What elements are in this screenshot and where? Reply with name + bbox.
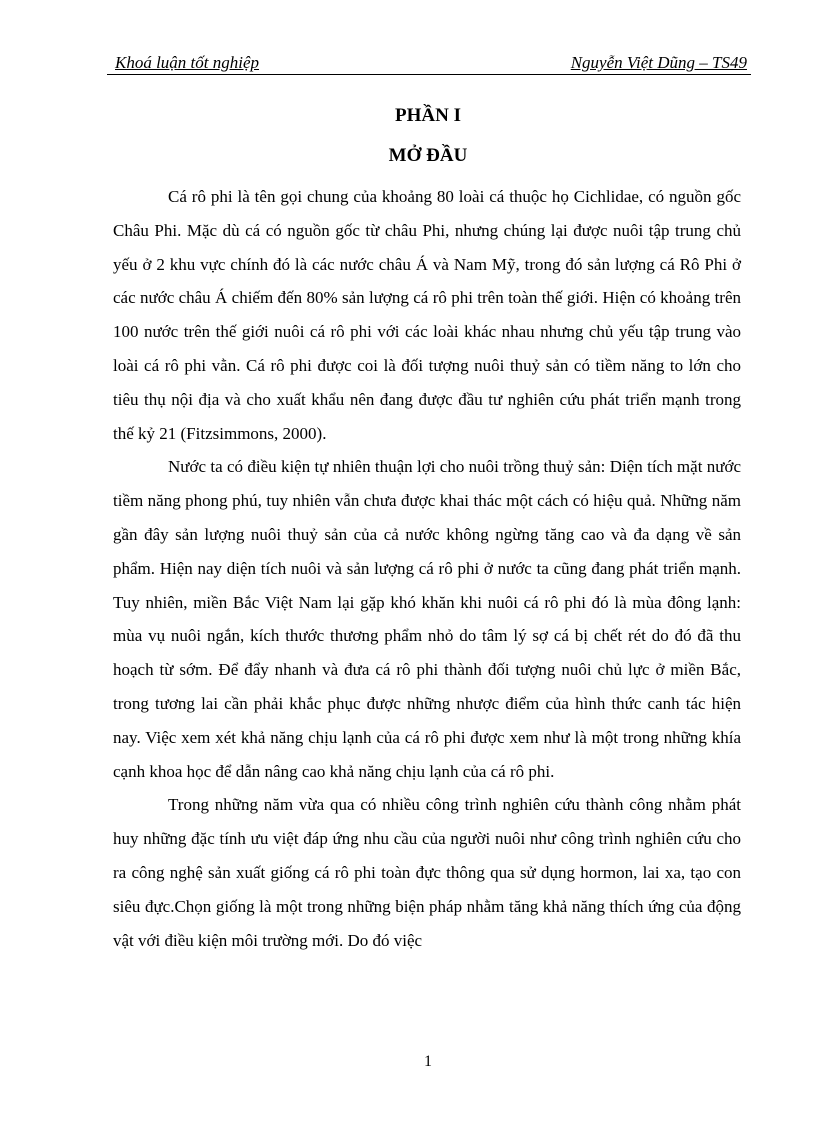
page-number: 1 <box>424 1053 432 1070</box>
section-title: MỞ ĐẦU <box>388 145 468 166</box>
part-title: PHẦN I <box>395 105 461 126</box>
paragraph-2: Nước ta có điều kiện tự nhiên thuận lợi cho nuôi trồng thuỷ sản: Diện tích mặt nước tiềm năng phong phú, tuy nhiên vẫn chưa được khai thác một cách có hiệu quả. Những năm gần đây sản lượng nuôi thuỷ sản của cả nước không ngừng tăng cao và đa dạng về sản phẩm. Hiện nay diện tích nuôi và sản lượng cá rô phi ở nước ta cũng đang phát triển mạnh. Tuy nhiên, miền Bắc Việt Nam lại gặp khó khăn khi nuôi cá rô phi đó là mùa đông lạnh: mùa vụ nuôi ngắn, kích thước thương phẩm nhỏ do tâm lý sợ cá bị chết rét do đó đã thu hoạch từ sớm. Để đẩy nhanh và đưa cá rô phi thành đối tượng nuôi chủ lực ở miền Bắc, trong tương lai cần phải khắc phục được những nhược điểm của hình thức canh tác hiện nay. Việc xem xét khả năng chịu lạnh của cá rô phi được xem như là một trong những khía cạnh khoa học để dẫn nâng cao khả năng chịu lạnh của cá rô phi. <box>113 457 741 781</box>
page-header <box>107 52 751 75</box>
header-thesis-label: Khoá luận tốt nghiệp <box>115 53 260 72</box>
header-author: Nguyễn Việt Dũng – TS49 <box>570 53 747 72</box>
body-text <box>113 180 741 957</box>
paragraph-3: Trong những năm vừa qua có nhiều công trình nghiên cứu thành công nhằm phát huy những đặc tính ưu việt đáp ứng nhu cầu của người nuôi như công trình nghiên cứu cho ra công nghệ sản xuất giống cá rô phi toàn đực thông qua sử dụng hormon, lai xa, tạo con siêu đực.Chọn giống là một trong những biện pháp nhằm tăng khả năng thích ứng của động vật với điều kiện môi trường mới. Do đó việc <box>113 795 741 950</box>
paragraph-1: Cá rô phi là tên gọi chung của khoảng 80 loài cá thuộc họ Cichlidae, có nguồn gốc Châu Phi. Mặc dù cá có nguồn gốc từ châu Phi, nhưng chúng lại được nuôi tập trung chủ yếu ở 2 khu vực chính đó là các nước châu Á và Nam Mỹ, trong đó sản lượng cá Rô Phi ở các nước châu Á chiếm đến 80% sản lượng cá rô phi trên toàn thế giới. Hiện có khoảng trên 100 nước trên thế giới nuôi cá rô phi với các loài khác nhau nhưng chủ yếu tập trung vào loài cá rô phi vằn. Cá rô phi được coi là đối tượng nuôi thuỷ sản có tiềm năng to lớn cho tiêu thụ nội địa và cho xuất khẩu nên đang được đầu tư nghiên cứu phát triển mạnh trong thế kỷ 21 (Fitzsimmons, 2000). <box>113 187 741 443</box>
